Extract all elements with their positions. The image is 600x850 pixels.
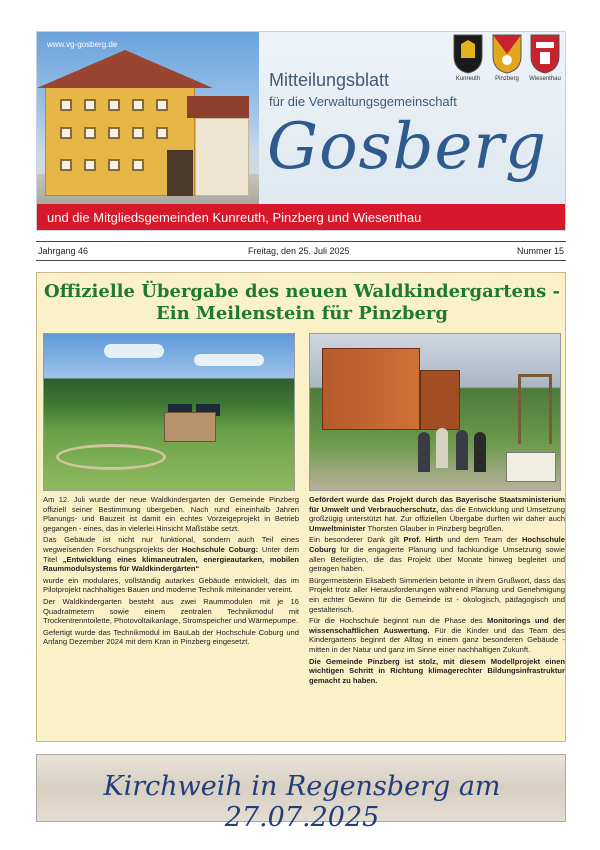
paragraph: Gefördert wurde das Projekt durch das Bayerische Staatsministerium für Umwelt und Verbraucherschutz, das die Entwicklung und Umsetzung großzügig unterstützt hat. Zur offiziellen Übergabe durften wir daher auch Umweltminister Thorsten Glauber in Pinzberg begrüßen. xyxy=(309,495,565,533)
paragraph: wurde ein modulares, vollständig autarkes Gebäude entwickelt, das im Pilotprojekt nachhaltiges Bauen und moderne Technik miteinander vereint. xyxy=(43,575,299,595)
paragraph: Das Gebäude ist nicht nur funktional, sondern auch Teil eines wegweisenden Forschungsprojekts der Hochschule Coburg: Unter dem Titel „Entwicklung eines klimaneutralen, energieautarken, mobilen Raummodulsystems für Waldkindergärten“ xyxy=(43,535,299,574)
paragraph: Die Gemeinde Pinzberg ist stolz, mit diesem Modellprojekt einen wichtigen Schritt in Richtung klimagerechter Bildungsinfrastruktur gemacht zu haben. xyxy=(309,656,565,685)
article-column-right xyxy=(309,495,565,687)
crest-pinzberg-icon xyxy=(492,34,522,74)
forest-kindergarten-photo xyxy=(43,333,295,491)
issue-bar xyxy=(36,241,566,261)
crest-wiesenthau-icon xyxy=(530,34,560,74)
title-main: Gosberg xyxy=(267,110,547,184)
tagline-band xyxy=(37,204,566,231)
masthead xyxy=(36,31,566,231)
title-line2: für die Verwaltungsgemeinschaft xyxy=(269,94,457,109)
town-hall-photo xyxy=(37,32,259,204)
paragraph: Der Waldkindergarten besteht aus zwei Raummodulen mit je 16 Quadratmetern sowie einem zentralen Technikmodul mit Trockentrenntoilette, Photovoltaikanlage, Stromspeicher und Wärmepumpe. xyxy=(43,596,299,626)
headline-line1: Offizielle Übergabe des neuen Waldkindergartens - xyxy=(44,281,560,302)
crest-label-kunreuth: Kunreuth xyxy=(455,76,481,82)
paragraph: Bürgermeisterin Elisabeth Simmerlein betonte in ihrem Grußwort, dass das Projekt trotz aller Herausforderungen während Planung und Genehmigung ein echter Gewinn für die Gemeinde ist - ökologisch, pädagogisch und gestalterisch. xyxy=(309,575,565,614)
issue-date: Freitag, den 25. Juli 2025 xyxy=(248,246,350,256)
article xyxy=(36,272,566,742)
paragraph: Für die Hochschule beginnt nun die Phase des Monitorings und der wissenschaftlichen Auswertung. Für die Kinder und das Team des Kindergartens beginnt der Alltag in einem ganz besonderen Gebäude - mitten in der Natur und ganz im Sinne einer nachhaltigen Zukunft. xyxy=(309,616,566,654)
paragraph: Ein besonderer Dank gilt Prof. Hirth und dem Team der Hochschule Coburg für die engagierte Planung und fachkundige Umsetzung sowie allen Beteiligten, die das Projekt über Monate hinweg begleitet und getragen haben. xyxy=(309,535,565,574)
website-url: www.vg-gosberg.de xyxy=(47,40,118,49)
issue-number: Nummer 15 xyxy=(516,246,564,256)
paragraph: Gefertigt wurde das Technikmodul im BauLab der Hochschule Coburg und Anfang Dezember 2024 mit dem Kran in Pinzberg eingesetzt. xyxy=(43,627,299,647)
title-line1: Mitteilungsblatt xyxy=(269,70,390,90)
kirchweih-banner xyxy=(36,754,566,833)
volume: Jahrgang 46 xyxy=(38,246,89,256)
article-column-left xyxy=(43,495,299,649)
headline-line2: Ein Meilenstein für Pinzberg xyxy=(156,303,448,324)
crest-label-wiesenthau: Wiesenthau xyxy=(529,76,561,82)
banner-text: Kirchweih in Regensberg am 27.07.2025 xyxy=(103,771,501,833)
tagline: und die Mitgliedsgemeinden Kunreuth, Pinzberg und Wiesenthau xyxy=(47,210,422,225)
crest-kunreuth-icon xyxy=(453,34,483,74)
handover-ceremony-photo xyxy=(309,333,561,491)
crest-label-pinzberg: Pinzberg xyxy=(495,76,519,82)
article-headline xyxy=(37,281,567,325)
paragraph: Am 12. Juli wurde der neue Waldkindergarten der Gemeinde Pinzberg offiziell seiner Bestimmung übergeben. Nach rund eineinhalb Jahren Planungs- und Bauzeit ist damit ein echtes Vorzeigeprojekt in Betrieb gegangen - eines, das in vielerlei Hinsicht Maßstäbe setzt. xyxy=(43,495,299,533)
